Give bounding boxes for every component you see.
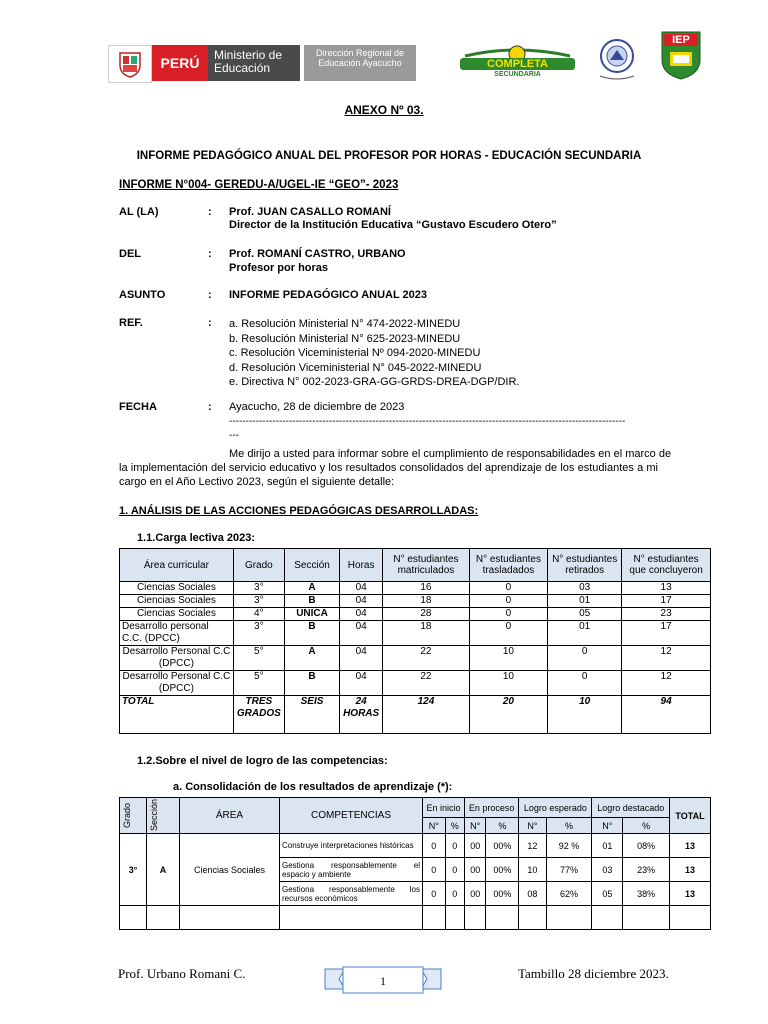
table-cell: 0 bbox=[548, 671, 622, 696]
table-cell: B bbox=[284, 671, 339, 696]
table-cell: UNICA bbox=[284, 608, 339, 621]
table-cell: 0 bbox=[423, 882, 446, 906]
ref-label: REF. bbox=[119, 317, 143, 329]
table-cell: 92 % bbox=[546, 834, 592, 858]
ref-colon: : bbox=[208, 317, 212, 329]
table-cell: 4° bbox=[233, 608, 284, 621]
table-row-empty bbox=[120, 906, 711, 930]
table-cell: TOTAL bbox=[120, 696, 234, 734]
table-cell: 0 bbox=[445, 882, 464, 906]
table-cell: 77% bbox=[546, 858, 592, 882]
table-cell: B bbox=[284, 621, 339, 646]
table-cell: 17 bbox=[622, 621, 711, 646]
separator-line: ----------------------------------------------------------------------------------------------------------------------- bbox=[229, 416, 626, 427]
section-1-2-a-heading: a. Consolidación de los resultados de aprendizaje (*): bbox=[173, 781, 453, 793]
from-name: Prof. ROMANÍ CASTRO, URBANO bbox=[229, 248, 406, 260]
logro-table bbox=[119, 797, 711, 930]
table-cell: 0 bbox=[469, 621, 547, 646]
table-header-row bbox=[120, 549, 711, 582]
ref-item: a. Resolución Ministerial N° 474-2022-MINEDU bbox=[229, 318, 461, 330]
table-subheader: N° bbox=[423, 818, 446, 834]
table-header: Horas bbox=[340, 549, 383, 582]
table-cell: Desarrollo personal C.C. (DPCC) bbox=[120, 621, 234, 646]
table-cell: 05 bbox=[548, 608, 622, 621]
table-cell: Ciencias Sociales bbox=[120, 608, 234, 621]
table-cell: A bbox=[284, 582, 339, 595]
table-cell: 12 bbox=[622, 646, 711, 671]
table-subheader: % bbox=[546, 818, 592, 834]
table-cell: 3° bbox=[233, 621, 284, 646]
table-cell: Gestiona responsablemente los recursos económicos bbox=[280, 882, 423, 906]
table-cell: 24 HORAS bbox=[340, 696, 383, 734]
separator-line-2: --- bbox=[229, 430, 239, 441]
table-header: Logro esperado bbox=[519, 798, 592, 818]
table-cell: Ciencias Sociales bbox=[120, 582, 234, 595]
report-number: INFORME N°004- GEREDU-A/UGEL-IE “GEO”- 2023 bbox=[119, 179, 399, 191]
table-cell: 10 bbox=[519, 858, 546, 882]
ref-item: e. Directiva N° 002-2023-GRA-GG-GRDS-DREA-DGP/DIR. bbox=[229, 376, 520, 388]
minedu-logo bbox=[108, 45, 416, 81]
table-cell: B bbox=[284, 595, 339, 608]
table-subheader: % bbox=[623, 818, 670, 834]
ministerio-label: Ministerio de Educación bbox=[208, 45, 300, 81]
date-colon: : bbox=[208, 401, 212, 413]
table-cell: 00 bbox=[464, 858, 486, 882]
ref-list bbox=[229, 317, 519, 390]
table-cell: 00 bbox=[464, 882, 486, 906]
table-cell: Ciencias Sociales bbox=[180, 834, 280, 906]
table-cell: 3° bbox=[233, 582, 284, 595]
grado-header: Grado bbox=[122, 802, 132, 828]
subject-colon: : bbox=[208, 289, 212, 301]
table-cell: 04 bbox=[340, 646, 383, 671]
section-1-1-heading: 1.1.Carga lectiva 2023: bbox=[137, 532, 256, 544]
colegio-name: COMPLETA bbox=[487, 58, 548, 70]
colegio-sub: SECUNDARIA bbox=[494, 71, 541, 78]
table-header: N° estudiantes trasladados bbox=[469, 549, 547, 582]
subject-label: ASUNTO bbox=[119, 289, 166, 301]
table-cell: 08 bbox=[519, 882, 546, 906]
ref-item: b. Resolución Ministerial N° 625-2023-MINEDU bbox=[229, 332, 461, 345]
peru-shield-icon bbox=[108, 45, 152, 83]
table-row bbox=[120, 834, 711, 858]
iep-logo bbox=[660, 30, 702, 80]
intro-line-2: la implementación del servicio educativo y los resultados consolidados del aprendizaje de los estudiantes a mi bbox=[119, 462, 658, 474]
table-cell: 0 bbox=[548, 646, 622, 671]
iep-label: IEP bbox=[672, 34, 690, 46]
table-cell: 124 bbox=[383, 696, 470, 734]
table-cell: 04 bbox=[340, 582, 383, 595]
table-cell: 0 bbox=[445, 858, 464, 882]
subject-value: INFORME PEDAGÓGICO ANUAL 2023 bbox=[229, 289, 428, 301]
table-cell: 08% bbox=[623, 834, 670, 858]
table-cell: 62% bbox=[546, 882, 592, 906]
table-cell: 0 bbox=[469, 608, 547, 621]
table-cell: 0 bbox=[469, 582, 547, 595]
table-cell: TRES GRADOS bbox=[233, 696, 284, 734]
crest-logo bbox=[592, 38, 642, 82]
table-cell: 04 bbox=[340, 621, 383, 646]
table-cell: 10 bbox=[548, 696, 622, 734]
table-cell: 13 bbox=[670, 834, 711, 858]
report-title: INFORME PEDAGÓGICO ANUAL DEL PROFESOR POR HORAS - EDUCACIÓN SECUNDARIA bbox=[136, 150, 642, 162]
table-cell: 17 bbox=[622, 595, 711, 608]
table-row bbox=[120, 595, 711, 608]
table-cell: 0 bbox=[469, 595, 547, 608]
to-role: Director de la Institución Educativa “Gustavo Escudero Otero” bbox=[229, 219, 557, 231]
table-cell: SEIS bbox=[284, 696, 339, 734]
table-header bbox=[147, 798, 180, 834]
table-cell: 3° bbox=[233, 595, 284, 608]
intro-line-3: cargo en el Año Lectivo 2023, según el siguiente detalle: bbox=[119, 476, 395, 488]
table-cell: 04 bbox=[340, 671, 383, 696]
page-number: 1 bbox=[380, 974, 386, 988]
table-subheader: N° bbox=[519, 818, 546, 834]
table-header: ÁREA bbox=[180, 798, 280, 834]
table-cell: 10 bbox=[469, 671, 547, 696]
footer-date: Tambillo 28 diciembre 2023. bbox=[518, 966, 669, 981]
peru-label: PERÚ bbox=[152, 45, 208, 81]
table-cell: A bbox=[284, 646, 339, 671]
section-1-heading: 1. ANÁLISIS DE LAS ACCIONES PEDAGÓGICAS DESARROLLADAS: bbox=[119, 505, 479, 517]
table-subheader: N° bbox=[592, 818, 623, 834]
section-1-2-heading: 1.2.Sobre el nivel de logro de las competencias: bbox=[137, 755, 388, 767]
table-cell: 5° bbox=[233, 671, 284, 696]
table-cell: 13 bbox=[670, 858, 711, 882]
table-cell: 5° bbox=[233, 646, 284, 671]
to-name: Prof. JUAN CASALLO ROMANÍ bbox=[229, 206, 391, 218]
table-subheader: % bbox=[445, 818, 464, 834]
table-cell: 23% bbox=[623, 858, 670, 882]
footer-author: Prof. Urbano Romani C. bbox=[118, 966, 246, 981]
table-cell: 18 bbox=[383, 595, 470, 608]
table-subheader: % bbox=[486, 818, 519, 834]
table-cell: 0 bbox=[423, 858, 446, 882]
table-cell: 22 bbox=[383, 671, 470, 696]
table-cell: 03 bbox=[592, 858, 623, 882]
table-cell: 0 bbox=[445, 834, 464, 858]
table-cell: 05 bbox=[592, 882, 623, 906]
table-subheader: N° bbox=[464, 818, 486, 834]
to-colon: : bbox=[208, 206, 212, 218]
table-cell: 01 bbox=[548, 595, 622, 608]
table-header bbox=[120, 798, 147, 834]
table-cell: 01 bbox=[548, 621, 622, 646]
from-label: DEL bbox=[119, 248, 141, 260]
from-colon: : bbox=[208, 248, 212, 260]
table-header: N° estudiantes que concluyeron bbox=[622, 549, 711, 582]
table-cell: 00% bbox=[486, 834, 519, 858]
table-header: En proceso bbox=[464, 798, 518, 818]
table-cell: 01 bbox=[592, 834, 623, 858]
date-label: FECHA bbox=[119, 401, 157, 413]
table-cell: 13 bbox=[622, 582, 711, 595]
table-cell: 20 bbox=[469, 696, 547, 734]
table-cell: 23 bbox=[622, 608, 711, 621]
ref-item: d. Resolución Viceministerial N° 045-2022-MINEDU bbox=[229, 361, 482, 374]
table-cell: 0 bbox=[423, 834, 446, 858]
table-header: N° estudiantes retirados bbox=[548, 549, 622, 582]
table-header: COMPETENCIAS bbox=[280, 798, 423, 834]
table-cell: 22 bbox=[383, 646, 470, 671]
table-row bbox=[120, 671, 711, 696]
table-row bbox=[120, 608, 711, 621]
table-cell: 00% bbox=[486, 858, 519, 882]
table-cell: 04 bbox=[340, 595, 383, 608]
table-cell: 16 bbox=[383, 582, 470, 595]
carga-lectiva-table bbox=[119, 548, 711, 734]
annex-title: ANEXO Nº 03. bbox=[344, 103, 424, 117]
table-header: Área curricular bbox=[120, 549, 234, 582]
seccion-header: Sección bbox=[149, 799, 159, 832]
intro-line-1: Me dirijo a usted para informar sobre el cumplimiento de responsabilidades en el marco de bbox=[229, 448, 672, 460]
table-header: TOTAL bbox=[670, 798, 711, 834]
table-cell: 12 bbox=[622, 671, 711, 696]
table-header: En inicio bbox=[423, 798, 465, 818]
table-row bbox=[120, 582, 711, 595]
table-cell: 94 bbox=[622, 696, 711, 734]
table-cell: 10 bbox=[469, 646, 547, 671]
to-label: AL (LA) bbox=[119, 206, 159, 218]
table-row bbox=[120, 621, 711, 646]
table-cell: 38% bbox=[623, 882, 670, 906]
table-header: Grado bbox=[233, 549, 284, 582]
table-cell: Ciencias Sociales bbox=[120, 595, 234, 608]
table-cell: 13 bbox=[670, 882, 711, 906]
table-cell: Desarrollo Personal C.C (DPCC) bbox=[120, 646, 234, 671]
table-cell: 3° bbox=[120, 834, 147, 906]
table-cell: Gestiona responsablemente el espacio y ambiente bbox=[280, 858, 423, 882]
table-cell: A bbox=[147, 834, 180, 906]
table-header-row bbox=[120, 798, 711, 818]
colegio-logo bbox=[455, 44, 580, 80]
table-cell: 00 bbox=[464, 834, 486, 858]
ref-item: c. Resolución Viceministerial Nº 094-2020-MINEDU bbox=[229, 347, 481, 359]
table-cell: Desarrollo Personal C.C (DPCC) bbox=[120, 671, 234, 696]
page-number-ribbon bbox=[323, 965, 443, 997]
table-cell: 12 bbox=[519, 834, 546, 858]
table-total-row bbox=[120, 696, 711, 734]
table-cell: 03 bbox=[548, 582, 622, 595]
table-header: Sección bbox=[284, 549, 339, 582]
date-value: Ayacucho, 28 de diciembre de 2023 bbox=[229, 401, 405, 413]
table-header: N° estudiantes matriculados bbox=[383, 549, 470, 582]
table-cell: 00% bbox=[486, 882, 519, 906]
table-cell: 18 bbox=[383, 621, 470, 646]
table-header: Logro destacado bbox=[592, 798, 670, 818]
table-cell: Construye interpretaciones históricas bbox=[280, 834, 423, 858]
dre-label: Dirección Regional de Educación Ayacucho bbox=[304, 45, 416, 81]
from-role: Profesor por horas bbox=[229, 262, 329, 274]
table-cell: 04 bbox=[340, 608, 383, 621]
table-cell: 28 bbox=[383, 608, 470, 621]
table-row bbox=[120, 646, 711, 671]
